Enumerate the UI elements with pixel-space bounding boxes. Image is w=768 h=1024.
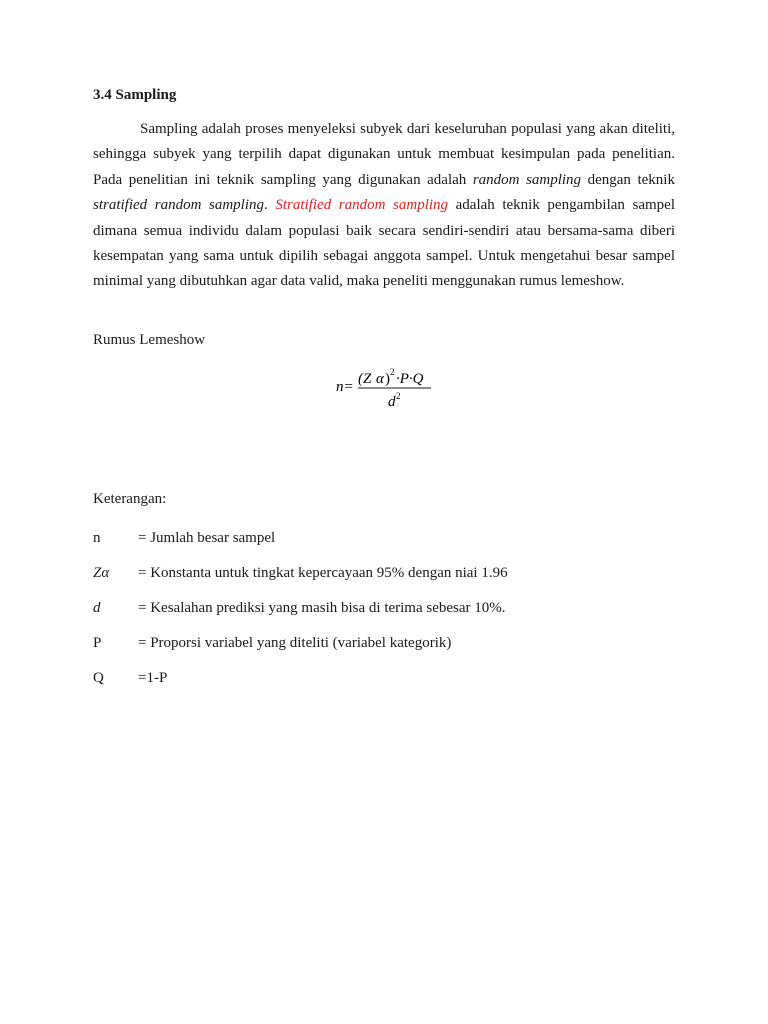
definition-row-z-alpha xyxy=(93,565,693,587)
definition-row-d xyxy=(93,600,693,622)
definition-symbol: P xyxy=(93,635,102,651)
formula-lhs: n= xyxy=(336,379,354,395)
paragraph-text: Sampling adalah proses menyeleksi subyek dari keseluruhan populasi yang akan diteliti, sehingga subyek yang terpilih dapat digunakan untuk membuat kesimpulan pada penelitian. Pada penelitian ini teknik sampling yang digunakan adalah xyxy=(93,121,675,188)
stratified-sampling-highlight: Stratified random sampling xyxy=(275,197,449,214)
definition-text: = Konstanta untuk tingkat kepercayaan 95% dengan niai 1.96 xyxy=(138,565,508,581)
section-heading: 3.4 Sampling xyxy=(93,87,177,103)
definition-symbol: n xyxy=(93,530,101,546)
random-sampling-term: random sampling xyxy=(472,171,582,188)
definition-row-p xyxy=(93,635,693,657)
definition-symbol: Zα xyxy=(93,565,110,581)
formula-denominator: d xyxy=(388,394,396,410)
paragraph-text: dengan teknik xyxy=(581,171,675,188)
definition-symbol: Q xyxy=(93,670,104,686)
definition-row-q xyxy=(93,670,693,692)
paragraph-text: . xyxy=(264,197,276,214)
definition-symbol: d xyxy=(93,600,101,616)
paragraph-text: adalah teknik pengambilan sampel dimana semua individu dalam populasi baik secara sendiri-sendiri atau bersama-sama diberi kesempatan yang sama untuk dipilih sebagai anggota sampel. Untuk mengetahui besar sampel minimal yang dibutuhkan agar data valid, maka peneliti menggunakan rumus lemeshow. xyxy=(93,197,675,290)
lemeshow-formula xyxy=(336,363,456,413)
formula-denominator-exponent: 2 xyxy=(396,391,401,401)
formula-numerator-close: ) xyxy=(385,371,390,387)
formula-exponent: 2 xyxy=(390,367,395,377)
definition-text: = Jumlah besar sampel xyxy=(138,530,276,546)
definition-row-n xyxy=(93,530,693,552)
formula-label: Rumus Lemeshow xyxy=(93,332,206,348)
formula-numerator-open: (Z xyxy=(358,371,372,387)
body-paragraph xyxy=(93,117,675,295)
formula-alpha: α xyxy=(376,371,384,387)
definition-text: = Proporsi variabel yang diteliti (variabel kategorik) xyxy=(138,635,452,651)
definition-text: =1-P xyxy=(138,670,168,686)
stratified-sampling-term: stratified random sampling xyxy=(93,197,265,214)
formula-numerator-rest: ·P·Q xyxy=(396,371,424,387)
definition-text: = Kesalahan prediksi yang masih bisa di terima sebesar 10%. xyxy=(138,600,506,616)
keterangan-label: Keterangan: xyxy=(93,491,167,507)
